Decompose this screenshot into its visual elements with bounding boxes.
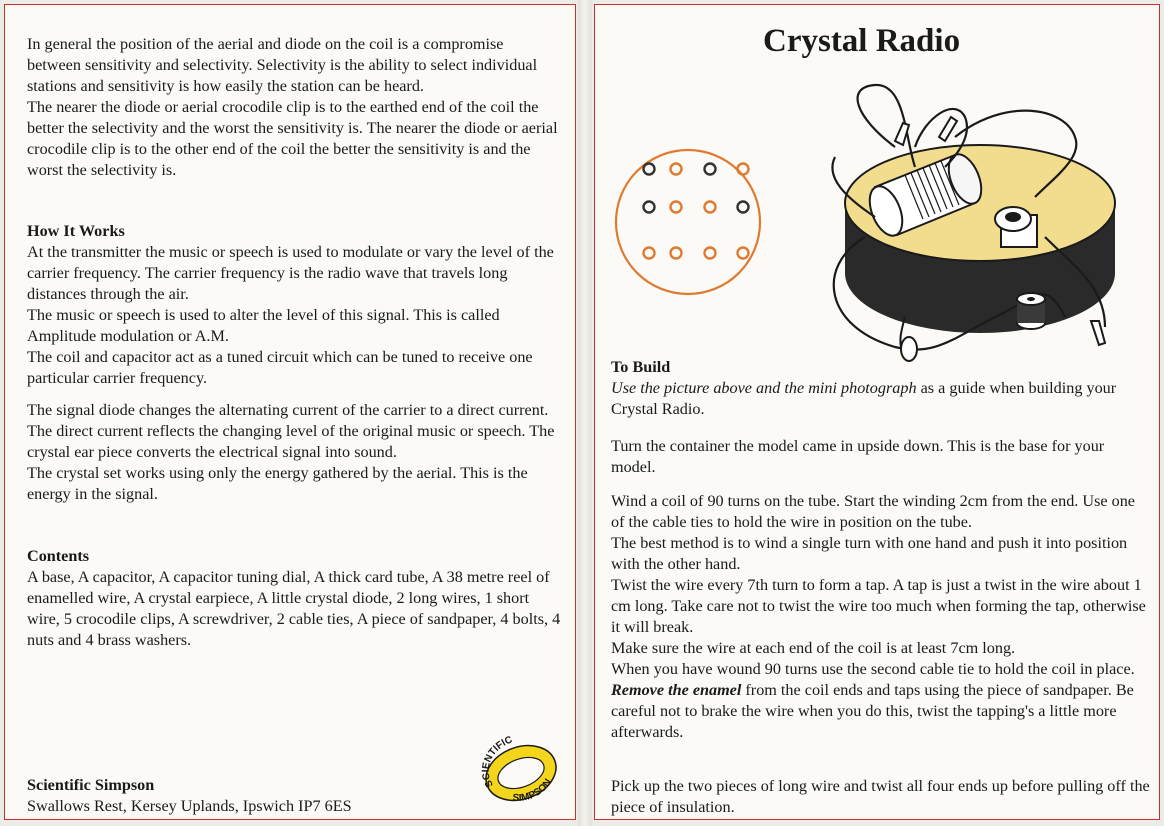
- right-page: [594, 4, 1160, 820]
- winding-paragraph: Wind a coil of 90 turns on the tube. Start the winding 2cm from the end. Use one of the cable ties to hold the wire in position on the tube.: [611, 492, 1135, 531]
- to-build-intro-italic: Use the picture above and the mini photograph: [611, 379, 917, 397]
- page-title: Crystal Radio: [763, 23, 961, 59]
- hole-dark: [738, 202, 749, 213]
- hole-orange: [705, 248, 716, 259]
- to-build-section: [611, 357, 1151, 420]
- contents-text: A base, A capacitor, A capacitor tuning dial, A thick card tube, A 38 metre reel of enamelled wire, A crystal earpiece, A little crystal diode, 2 long wires, 1 short wire, 5 crocodile clips, A screwdriver, 2 cable ties, A piece of sandpaper, 4 bolts, 4 nuts and 4 brass washers.: [27, 568, 561, 649]
- how-it-works-paragraph: The crystal set works using only the energy gathered by the aerial. This is the energy in the signal.: [27, 464, 528, 503]
- final-paragraph: Pick up the two pieces of long wire and twist all four ends up before pulling off the piece of insulation.: [611, 777, 1150, 816]
- winding-paragraph: When you have wound 90 turns use the second cable tie to hold the coil in place.: [611, 660, 1135, 678]
- company-name: Scientific Simpson: [27, 776, 155, 794]
- how-it-works-paragraph: The coil and capacitor act as a tuned circuit which can be tuned to receive one particular carrier frequency.: [27, 348, 533, 387]
- diode-section: [27, 400, 561, 505]
- final-instruction: [611, 776, 1151, 818]
- how-it-works-section: [27, 221, 561, 389]
- hole-orange: [644, 248, 655, 259]
- hole-dark: [644, 202, 655, 213]
- winding-paragraph: Make sure the wire at each end of the coil is at least 7cm long.: [611, 639, 1016, 657]
- logo-top-text: SCIENTIFIC: [480, 734, 514, 790]
- contents-section: [27, 546, 561, 651]
- base-paragraph: Turn the container the model came in upside down. This is the base for your model.: [611, 437, 1105, 476]
- hole-orange: [671, 164, 682, 175]
- intro-paragraph: The nearer the diode or aerial crocodile clip is to the earthed end of the coil the better the selectivity and the worst the sensitivity is. The nearer the diode or aerial crocodile clip is to the other end of the coil the better the sensitivity is and the worst the selectivity is.: [27, 98, 558, 179]
- winding-paragraph: Twist the wire every 7th turn to form a tap. A tap is just a twist in the wire about 1 cm long. Take care not to twist the wire too much when forming the tap, otherwise it will break.: [611, 576, 1146, 636]
- crystal-radio-illustration: [805, 77, 1145, 373]
- company-section: [27, 775, 467, 817]
- hole-dark: [705, 164, 716, 175]
- intro-paragraph: In general the position of the aerial and diode on the coil is a compromise between sensitivity and selectivity. Selectivity is the ability to select individual stations and sensitivity is how easily the station can be heard.: [27, 35, 538, 95]
- how-it-works-paragraph: The music or speech is used to alter the level of this signal. This is called Amplitude modulation or A.M.: [27, 306, 500, 345]
- hole-orange: [671, 248, 682, 259]
- how-it-works-paragraph: At the transmitter the music or speech is used to modulate or vary the level of the carrier frequency. The carrier frequency is the radio wave that travels long distances through the air.: [27, 243, 554, 303]
- enamel-paragraph: [611, 680, 1151, 743]
- contents-heading: Contents: [27, 547, 90, 565]
- base-instruction: [611, 436, 1151, 478]
- intro-section: [27, 34, 561, 181]
- hole-orange: [705, 202, 716, 213]
- hole-dark: [644, 164, 655, 175]
- logo-bottom-text: SIMPSON: [512, 777, 555, 805]
- hole-orange: [738, 248, 749, 259]
- wire-spool: [1017, 293, 1045, 329]
- coil-tap-diagram: [613, 147, 763, 297]
- to-build-intro: [611, 378, 1151, 420]
- to-build-intro-rest: as a guide when building your Crystal Radio.: [611, 379, 1117, 418]
- scientific-simpson-logo: [477, 729, 563, 813]
- left-page: [4, 4, 576, 820]
- winding-section: [611, 491, 1151, 743]
- enamel-emphasis: Remove the enamel: [611, 681, 742, 699]
- hole-orange: [738, 164, 749, 175]
- center-fold: [578, 0, 592, 826]
- how-it-works-heading: How It Works: [27, 222, 125, 240]
- to-build-heading: To Build: [611, 358, 671, 376]
- company-address: Swallows Rest, Kersey Uplands, Ipswich IP7 6ES: [27, 797, 352, 815]
- hole-orange: [671, 202, 682, 213]
- winding-paragraph: The best method is to wind a single turn with one hand and push it into position with the other hand.: [611, 534, 1128, 573]
- enamel-rest: from the coil ends and taps using the piece of sandpaper. Be careful not to brake the wire when you do this, twist the tapping's a little more afterwards.: [611, 681, 1134, 741]
- how-it-works-paragraph: The signal diode changes the alternating current of the carrier to a direct current. The direct current reflects the changing level of the original music or speech. The crystal ear piece converts the electrical signal into sound.: [27, 401, 555, 461]
